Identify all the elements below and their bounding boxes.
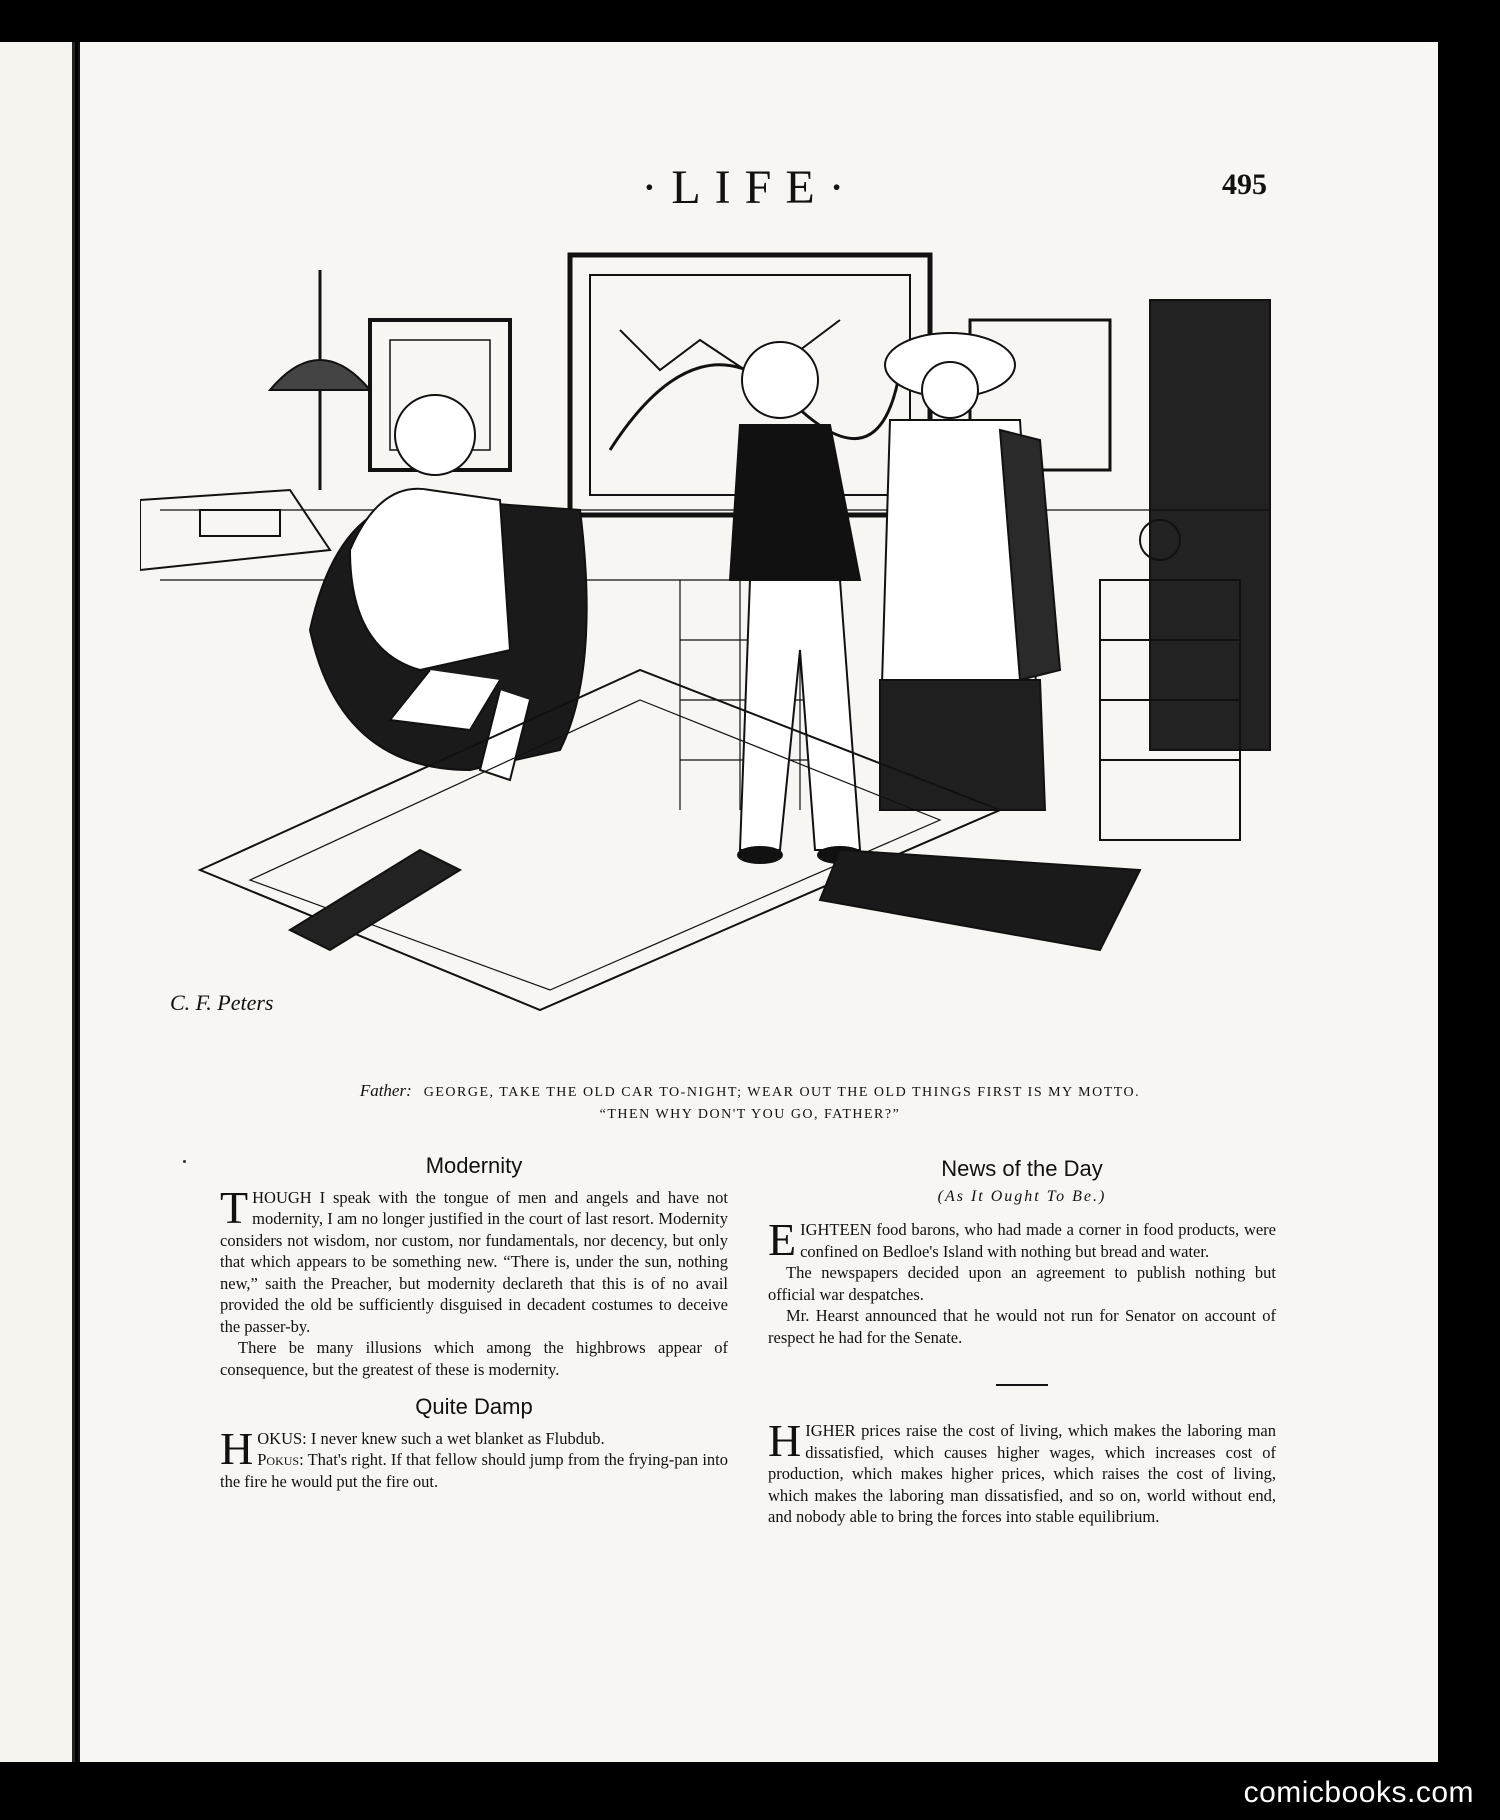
margin-dot: [183, 1160, 186, 1163]
floor-shadow: [820, 850, 1140, 950]
first-word: HOUGH: [252, 1187, 312, 1207]
dropcap: T: [220, 1181, 249, 1233]
paragraph-text: food barons, who had made a corner in food products, were confined on Bedloe's Island with nothing but bread and water.: [800, 1220, 1276, 1261]
lamp-shade: [270, 360, 370, 390]
dropcap: E: [768, 1214, 797, 1265]
article-title-quite-damp: Quite Damp: [415, 1394, 533, 1419]
news-paragraph-1: [768, 1214, 1276, 1265]
caption-father-line: GEORGE, TAKE THE OLD CAR TO-NIGHT; WEAR OUT THE OLD THINGS FIRST IS MY MOTTO.: [423, 1085, 1141, 1100]
speaker-name: Pokus:: [257, 1450, 304, 1469]
page-number: 495: [1222, 168, 1267, 201]
first-word: IGHTEEN: [800, 1220, 872, 1239]
cartoon-illustration: [140, 250, 1280, 1050]
quite-damp-paragraph-1: [220, 1422, 728, 1493]
artist-signature: C. F. Peters: [170, 990, 274, 1015]
article-title-news: News of the Day: [941, 1156, 1103, 1181]
dropcap: H: [768, 1415, 802, 1466]
book-box: [200, 510, 280, 536]
woman-head: [922, 362, 978, 418]
first-word: OKUS:: [257, 1428, 307, 1448]
first-word: IGHER: [805, 1421, 856, 1440]
modernity-paragraph-2: There be many illusions which among the highbrows appear of consequence, but the greatest of these is modernity.: [220, 1338, 728, 1379]
left-column: [220, 1155, 728, 1492]
previous-page-edge: [0, 42, 75, 1762]
news-paragraph-3: Mr. Hearst announced that he would not run for Senator on account of respect he had for the Senate.: [768, 1306, 1276, 1347]
higher-prices-paragraph: [768, 1415, 1276, 1528]
caption-line-1: [300, 1080, 1200, 1104]
paragraph-text: I never knew such a wet blanket as Flubdub.: [306, 1428, 605, 1448]
young-man-head: [742, 342, 818, 418]
right-column: [768, 1158, 1276, 1528]
caption-speaker: Father:: [359, 1081, 412, 1100]
dropcap: H: [220, 1422, 254, 1474]
article-title-modernity: Modernity: [425, 1153, 523, 1178]
young-man-jacket: [730, 425, 860, 580]
dark-wall-panel: [1150, 300, 1270, 750]
paragraph-text: I speak with the tongue of men and angels and have not modernity, I am no longer justified in the court of last resort. Modernity considers not wisdom, nor custom, nor fundamentals, nor decency, but only that which appears to be something new. “There is, under the sun, nothing new,” saith the Preacher, but modernity declareth that this is of no avail provided the old be sufficiently disguised in decadent costumes to deceive the passer-by.: [220, 1187, 728, 1336]
caption-line-2: “THEN WHY DON'T YOU GO, FATHER?”: [599, 1107, 901, 1122]
woman-skirt: [880, 680, 1045, 810]
news-paragraph-2: The newspapers decided upon an agreement to publish nothing but official war despatches.: [768, 1263, 1276, 1304]
illustration-caption: [300, 1080, 1200, 1126]
scan-border: [1438, 0, 1500, 1820]
site-watermark: comicbooks.com: [1243, 1776, 1474, 1809]
writing-desk: [140, 490, 330, 570]
article-subtitle-news: (As It Ought To Be.): [937, 1187, 1107, 1205]
father-head: [395, 395, 475, 475]
paragraph-text: prices raise the cost of living, which makes the laboring man dissatisfied, which causes higher wages, which increases cost of production, which makes higher prices, which raises the cost of living, which makes the laboring man dissatisfied, and so on, world without end, and nobody able to bring the forces into stable equilibrium.: [768, 1421, 1276, 1526]
section-divider: [996, 1384, 1048, 1386]
paragraph-text: That's right. If that fellow should jump from the frying-pan into the fire he would put the fire out.: [220, 1450, 728, 1491]
modernity-paragraph-1: [220, 1181, 728, 1338]
magazine-masthead: ·LIFE·: [641, 161, 859, 214]
